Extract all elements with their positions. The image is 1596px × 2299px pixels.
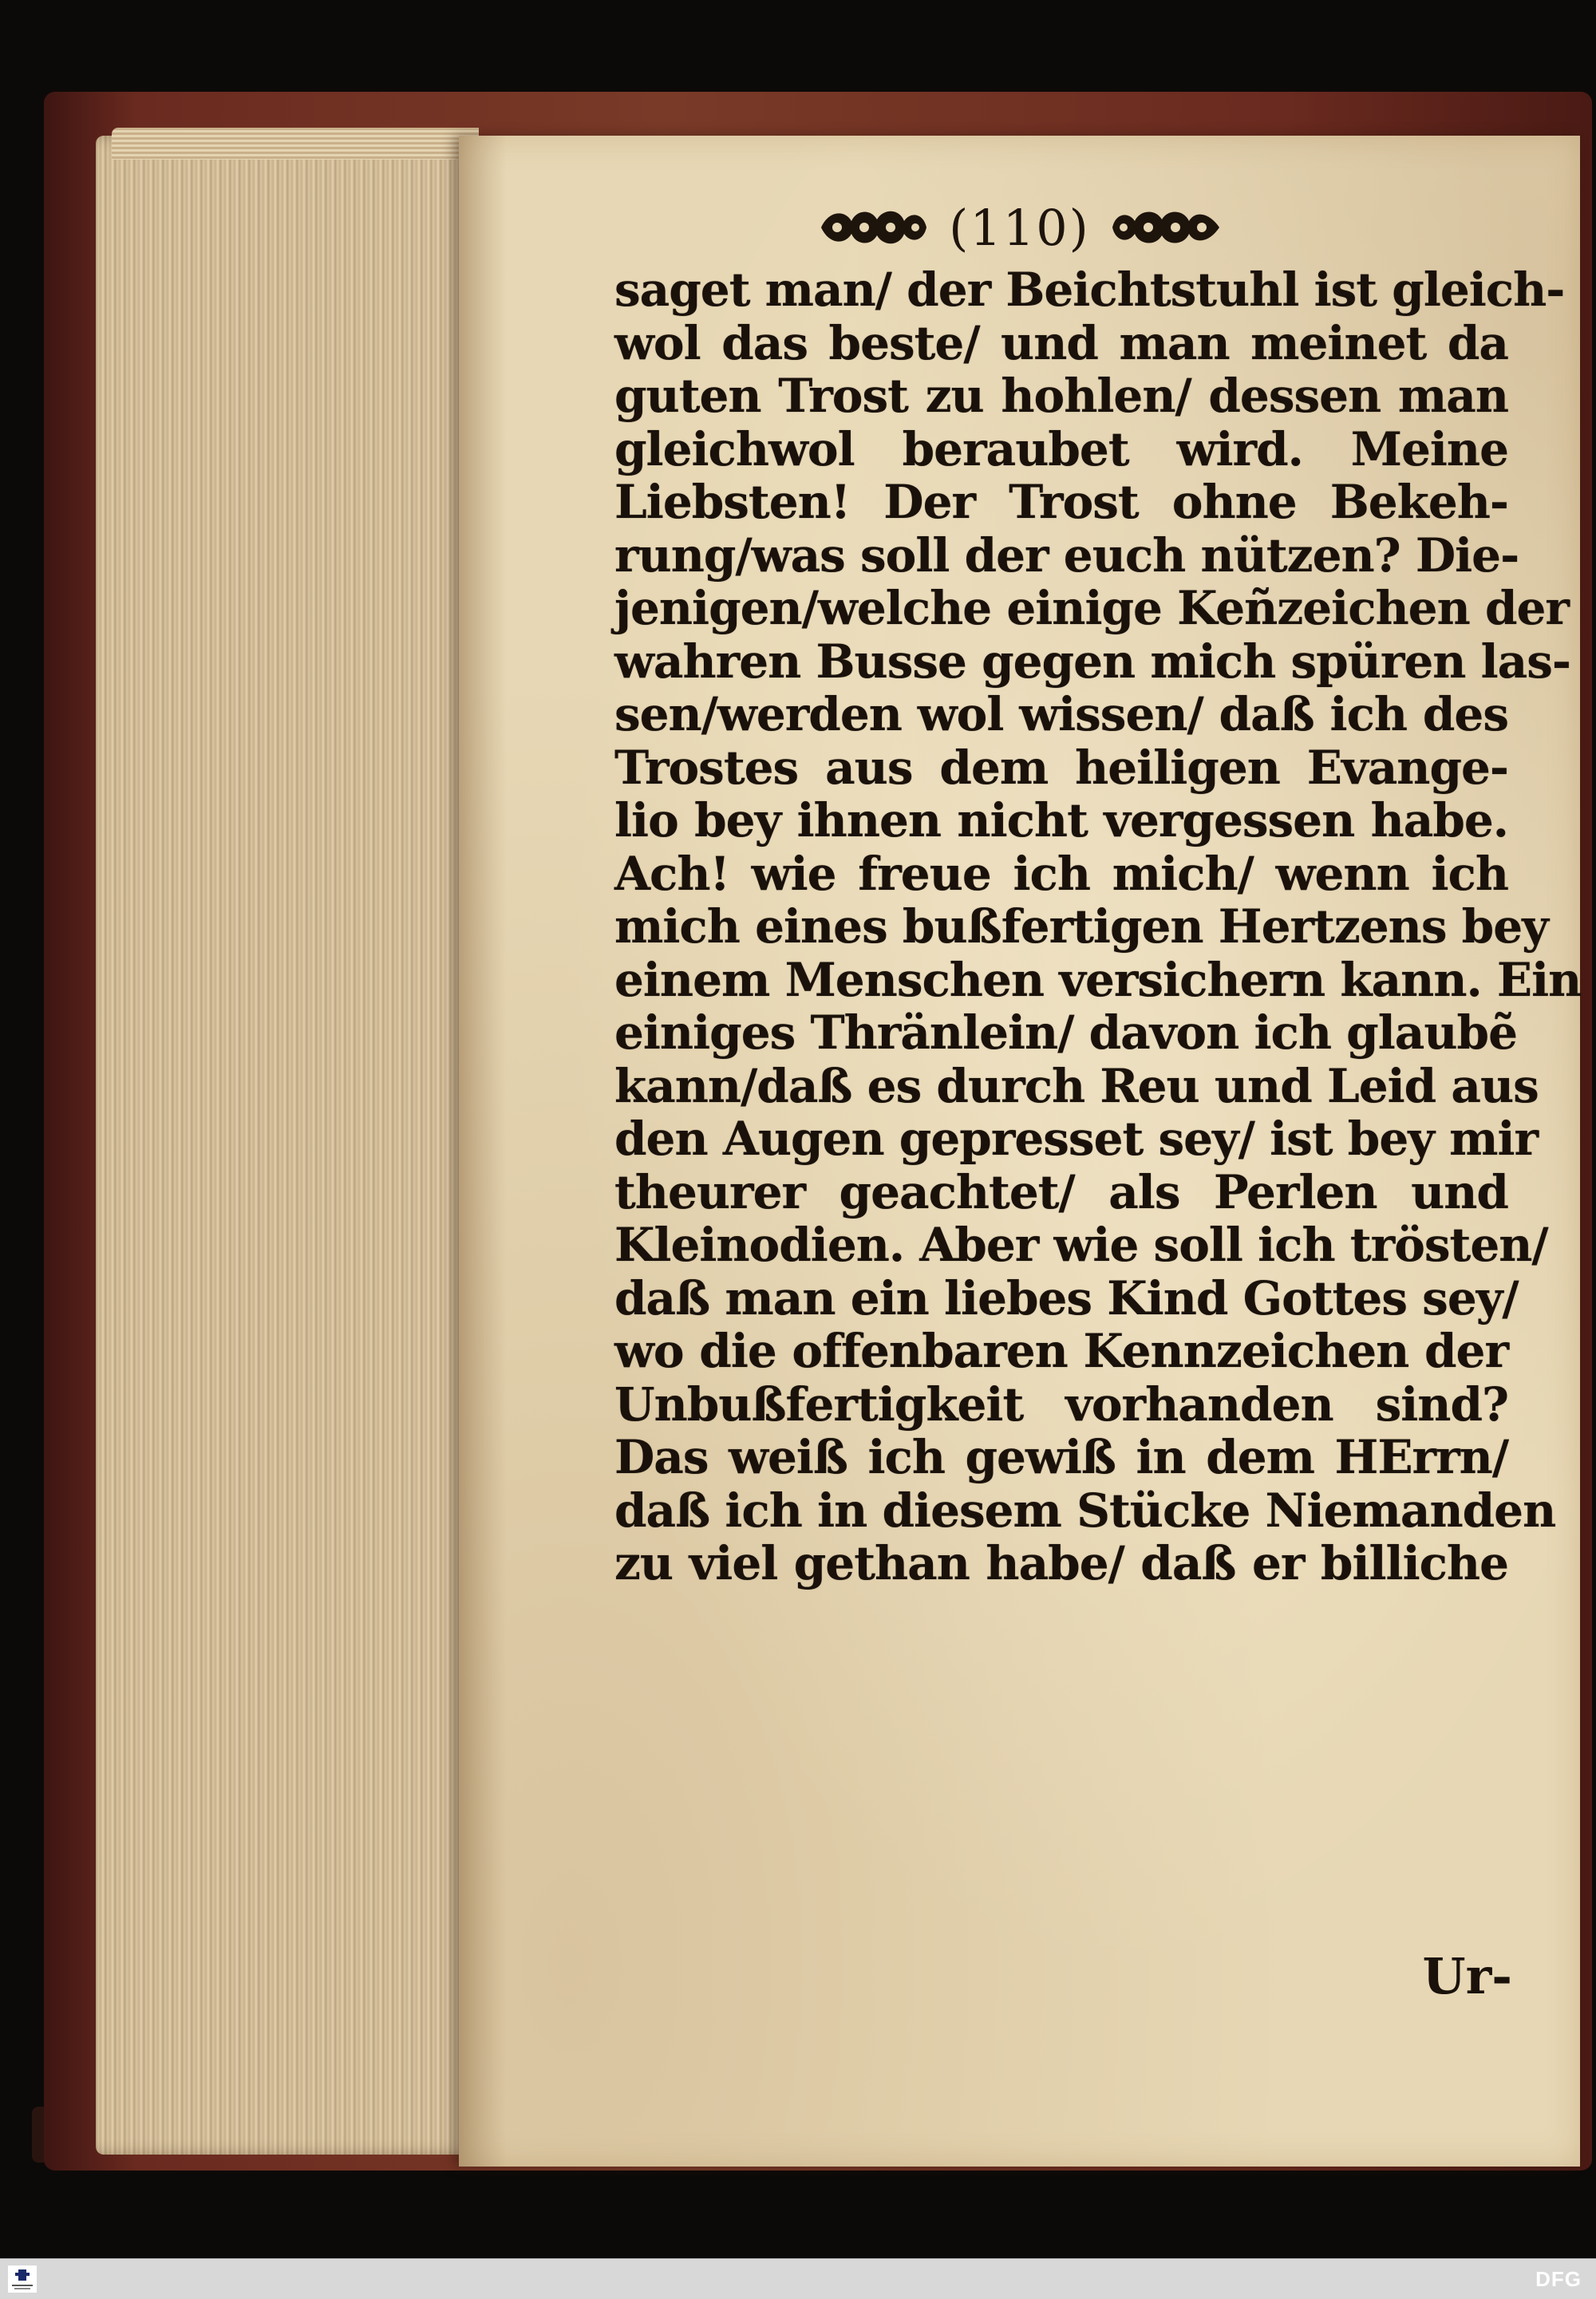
text-line: Kleinodien. Aber wie soll ich trösten/ xyxy=(614,1218,1548,1272)
text-line: daß man ein liebes Kind Gottes sey/ xyxy=(614,1270,1519,1325)
catchword: Ur- xyxy=(1422,1947,1512,2005)
text-line: zu viel gethan habe/ daß er billiche xyxy=(614,1536,1508,1590)
text-line: Liebsten! Der Trost ohne Bekeh- xyxy=(614,475,1508,529)
text-line: wol das beste/ und man meinet da xyxy=(614,315,1508,370)
page-number: (110) xyxy=(949,198,1090,257)
text-line: jenigen/welche einige Keñzeichen der xyxy=(614,581,1569,635)
page-fore-edges xyxy=(96,136,479,2155)
text-line: wahren Busse gegen mich spüren las- xyxy=(614,634,1570,689)
page-body-text xyxy=(614,263,1582,1590)
text-line: guten Trost zu hohlen/ dessen man xyxy=(614,369,1508,423)
text-line: Trostes aus dem heiligen Evange- xyxy=(614,740,1508,795)
text-line: Unbußfertigkeit vorhanden sind? xyxy=(614,1377,1508,1432)
text-line: saget man/ der Beichtstuhl ist gleich- xyxy=(614,263,1565,317)
page-top-edges xyxy=(112,128,479,160)
text-line: gleichwol beraubet wird. Meine xyxy=(614,421,1508,476)
text-line: sen/werden wol wissen/ daß ich des xyxy=(614,687,1508,741)
text-line: Ach! wie freue ich mich/ wenn ich xyxy=(614,846,1508,901)
dfg-logo: DFG xyxy=(1535,2267,1582,2291)
text-line: kann/daß es durch Reu und Leid aus xyxy=(614,1058,1539,1113)
text-line: daß ich in diesem Stücke Niemanden xyxy=(614,1483,1556,1538)
text-line: wo die offenbaren Kennzeichen der xyxy=(614,1324,1508,1378)
left-ornament-icon xyxy=(813,203,933,251)
viewer-footer-bar xyxy=(0,2258,1596,2299)
text-line: theurer geachtet/ als Perlen und xyxy=(614,1164,1508,1219)
text-line: mich eines bußfertigen Hertzens bey xyxy=(614,899,1548,954)
right-ornament-icon xyxy=(1106,203,1226,251)
text-line: einiges Thränlein/ davon ich glaubẽ xyxy=(614,1005,1517,1060)
page-gutter-shadow xyxy=(459,136,507,2167)
text-line: rung/was soll der euch nützen? Die- xyxy=(614,527,1519,583)
text-line: den Augen gepresset sey/ ist bey mir xyxy=(614,1112,1539,1166)
page-header xyxy=(459,192,1580,263)
text-line: lio bey ihnen nicht vergessen habe. xyxy=(614,793,1508,847)
text-line: einem Menschen versichern kann. Ein xyxy=(614,952,1582,1007)
text-line: Das weiß ich gewiß in dem HErrn/ xyxy=(614,1430,1508,1484)
book-page xyxy=(459,136,1580,2167)
library-logo-icon xyxy=(8,2265,37,2293)
